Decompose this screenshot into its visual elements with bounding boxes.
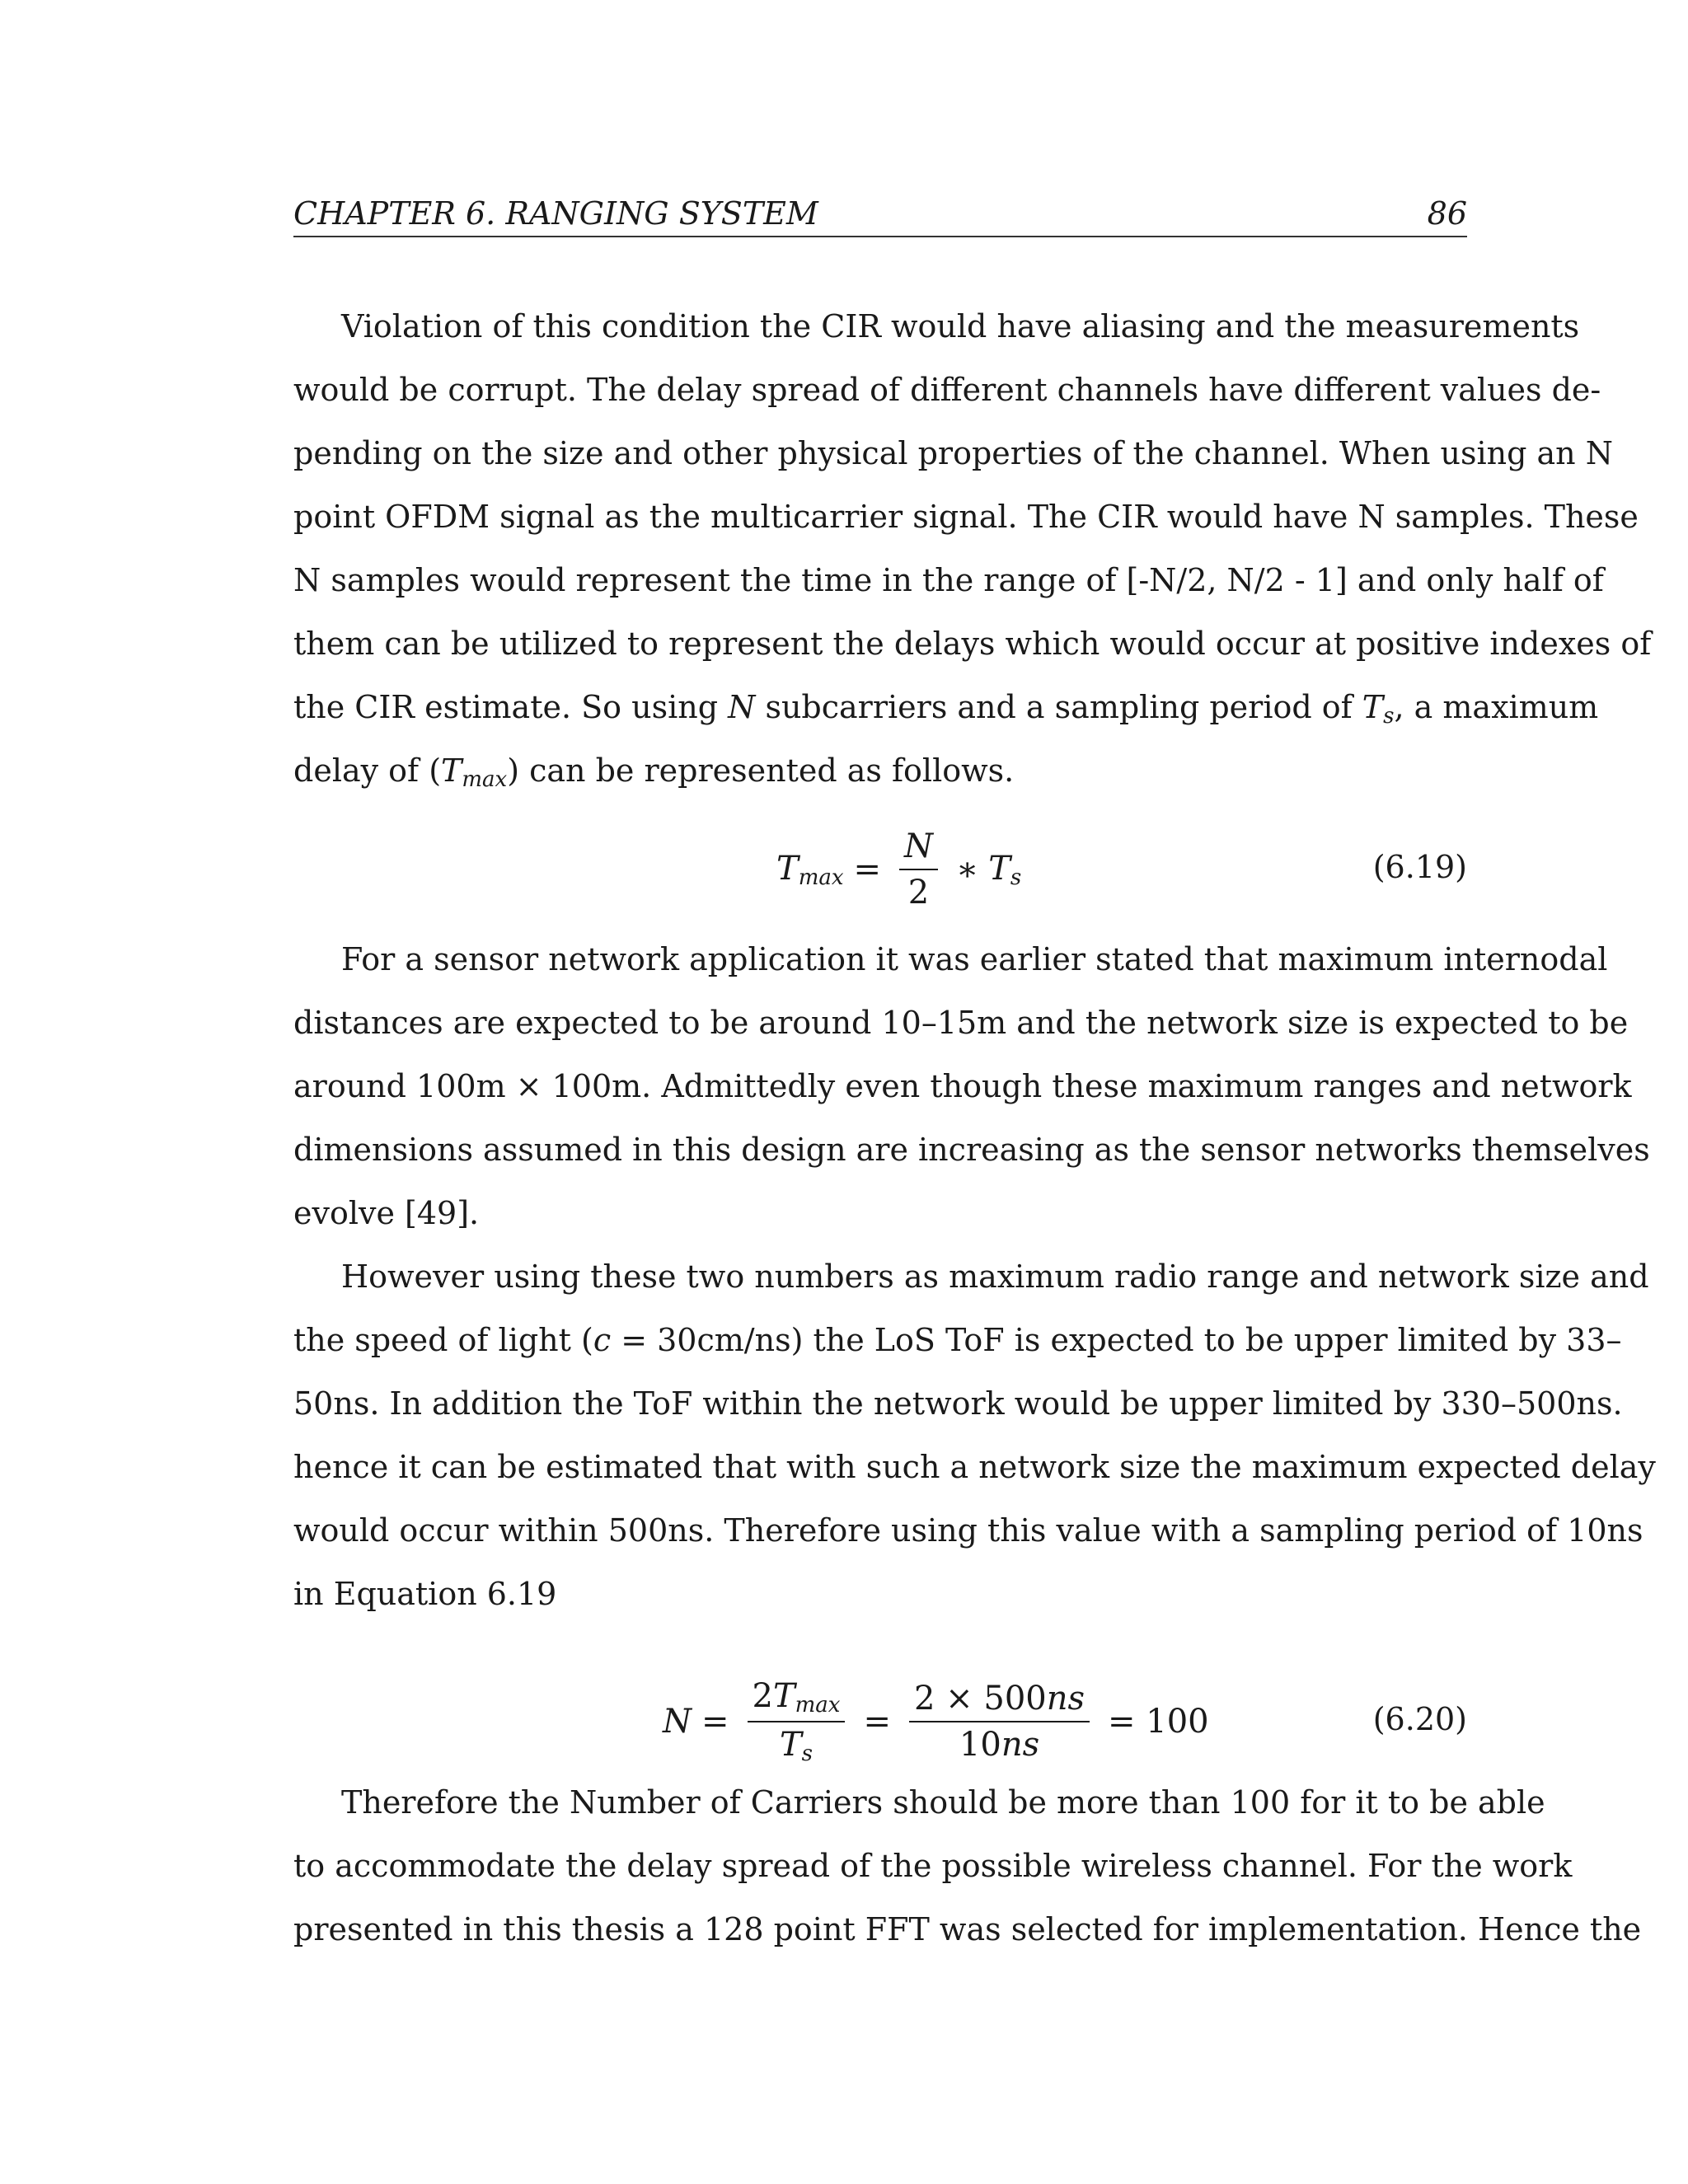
fraction: $\frac{N}{2}$ — [899, 827, 938, 912]
text-line: presented in this thesis a 128 point FFT was selected for implementation. Hence the — [293, 1911, 1642, 1947]
text-line: Therefore the Number of Carriers should be more than 100 for it to be able — [341, 1784, 1545, 1821]
text-line: 50ns. In addition the ToF within the network would be upper limited by 330–500ns. — [293, 1385, 1623, 1422]
text-line: hence it can be estimated that with such a network size the maximum expected delay — [293, 1449, 1656, 1485]
text-line: However using these two numbers as maximum radio range and network size and — [341, 1258, 1649, 1295]
text-line: the speed of light (c = 30cm/ns) the LoS ToF is expected to be upper limited by 33– — [293, 1322, 1622, 1358]
text-line: evolve [49]. — [293, 1195, 480, 1231]
text-line: distances are expected to be around 10–15m and the network size is expected to be — [293, 1005, 1629, 1041]
equation-body: $T_{max}$ = $\frac{N}{2}$ ∗ $T_s$ — [776, 827, 1022, 912]
text-line: them can be utilized to represent the delays which would occur at positive indexes of — [293, 626, 1652, 662]
text-line: Violation of this condition the CIR would have aliasing and the measurements — [341, 308, 1580, 344]
page-number: 86 — [1427, 195, 1467, 232]
chapter-title: CHAPTER 6. RANGING SYSTEM — [293, 195, 818, 232]
text-line: pending on the size and other physical properties of the channel. When using an N — [293, 435, 1613, 471]
text-line: the CIR estimate. So using N subcarriers and a sampling period of $T_s$, a maximum — [293, 689, 1599, 729]
equation-6-19 — [293, 824, 1467, 915]
text-line: in Equation 6.19 — [293, 1576, 557, 1612]
text-line: delay of $(T_{max})$ can be represented as follows. — [293, 752, 1015, 792]
equation-number: (6.20) — [1372, 1701, 1467, 1737]
equation-number: (6.19) — [1372, 849, 1467, 885]
paragraph-4 — [293, 1771, 1642, 1961]
thesis-page — [293, 0, 1656, 2184]
text-line: would occur within 500ns. Therefore using this value with a sampling period of 10ns — [293, 1512, 1643, 1549]
text-line: around 100m × 100m. Admittedly even though these maximum ranges and network — [293, 1068, 1632, 1104]
equation-6-20 — [293, 1668, 1467, 1775]
paragraph-3 — [293, 1245, 1656, 1626]
text-line: For a sensor network application it was earlier stated that maximum internodal — [341, 941, 1608, 977]
equation-body: N = $\frac{2T_{max}}{T_s}$ = $\frac{2 \times 500ns}{10ns}$ = 100 — [663, 1677, 1209, 1766]
text-line: N samples would represent the time in the range of [-N/2, N/2 - 1] and only half of — [293, 562, 1604, 598]
fraction: $\frac{2T_{max}}{T_s}$ — [748, 1677, 846, 1766]
fraction: $\frac{2 \times 500ns}{10ns}$ — [909, 1680, 1090, 1764]
paragraph-2 — [293, 928, 1650, 1245]
text-line: point OFDM signal as the multicarrier signal. The CIR would have N samples. These — [293, 499, 1639, 535]
paragraph-1 — [293, 295, 1652, 803]
text-line: dimensions assumed in this design are increasing as the sensor networks themselves — [293, 1132, 1650, 1168]
running-header — [293, 191, 1467, 237]
text-line: would be corrupt. The delay spread of different channels have different values de- — [293, 372, 1601, 408]
text-line: to accommodate the delay spread of the possible wireless channel. For the work — [293, 1848, 1573, 1884]
